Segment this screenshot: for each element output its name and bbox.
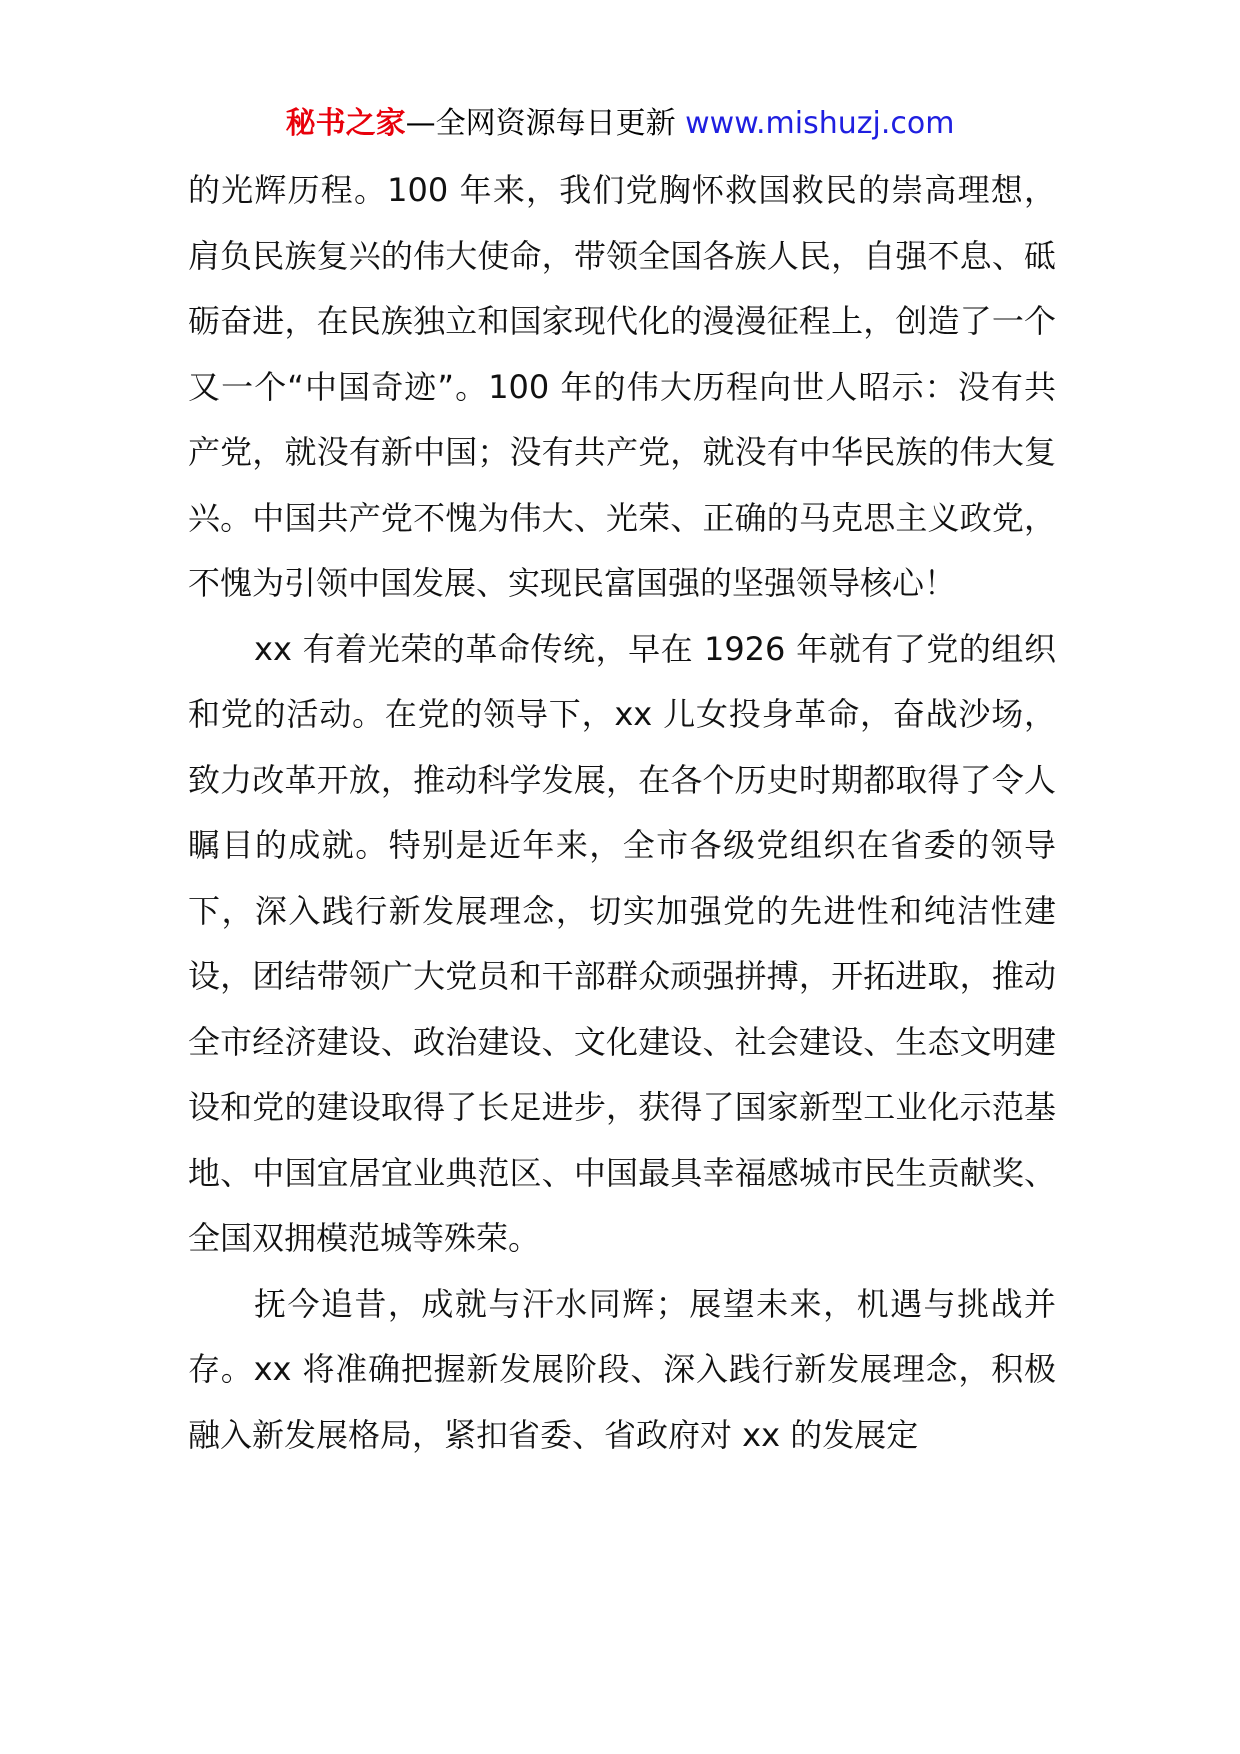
paragraph: xx 有着光荣的革命传统，早在 1926 年就有了党的组织和党的活动。在党的领导下，xx 儿女投身革命，奋战沙场，致力改革开放，推动科学发展，在各个历史时期都取得了令人瞩目的成就。特别是近年来，全市各级党组织在省委的领导下，深入践行新发展理念，切实加强党的先进性和纯洁性建设，团结带领广大党员和干部群众顽强拼搏，开拓进取，推动全市经济建设、政治建设、文化建设、社会建设、生态文明建设和党的建设取得了长足进步，获得了国家新型工业化示范基地、中国宜居宜业典范区、中国最具幸福感城市民生贡献奖、全国双拥模范城等殊荣。	[188, 629, 1056, 1257]
site-url-link[interactable]: www.mishuzj.com	[685, 106, 955, 141]
site-tagline: —全网资源每日更新	[405, 106, 676, 141]
site-brand: 秘书之家	[285, 106, 406, 141]
paragraph: 抚今追昔，成就与汗水同辉；展望未来，机遇与挑战并存。xx 将准确把握新发展阶段、深入践行新发展理念，积极融入新发展格局，紧扣省委、省政府对 xx 的发展定	[188, 1284, 1056, 1454]
paragraph-continued: 的光辉历程。100 年来，我们党胸怀救国救民的崇高理想，肩负民族复兴的伟大使命，带领全国各族人民，自强不息、砥砺奋进，在民族独立和国家现代化的漫漫征程上，创造了一个又一个“中国奇迹”。100 年的伟大历程向世人昭示：没有共产党，就没有新中国；没有共产党，就没有中华民族的伟大复兴。中国共产党不愧为伟大、光荣、正确的马克思主义政党，不愧为引领中国发展、实现民富国强的坚强领导核心！	[188, 171, 1056, 602]
page-header	[0, 100, 1240, 148]
document-body	[188, 158, 1056, 1468]
